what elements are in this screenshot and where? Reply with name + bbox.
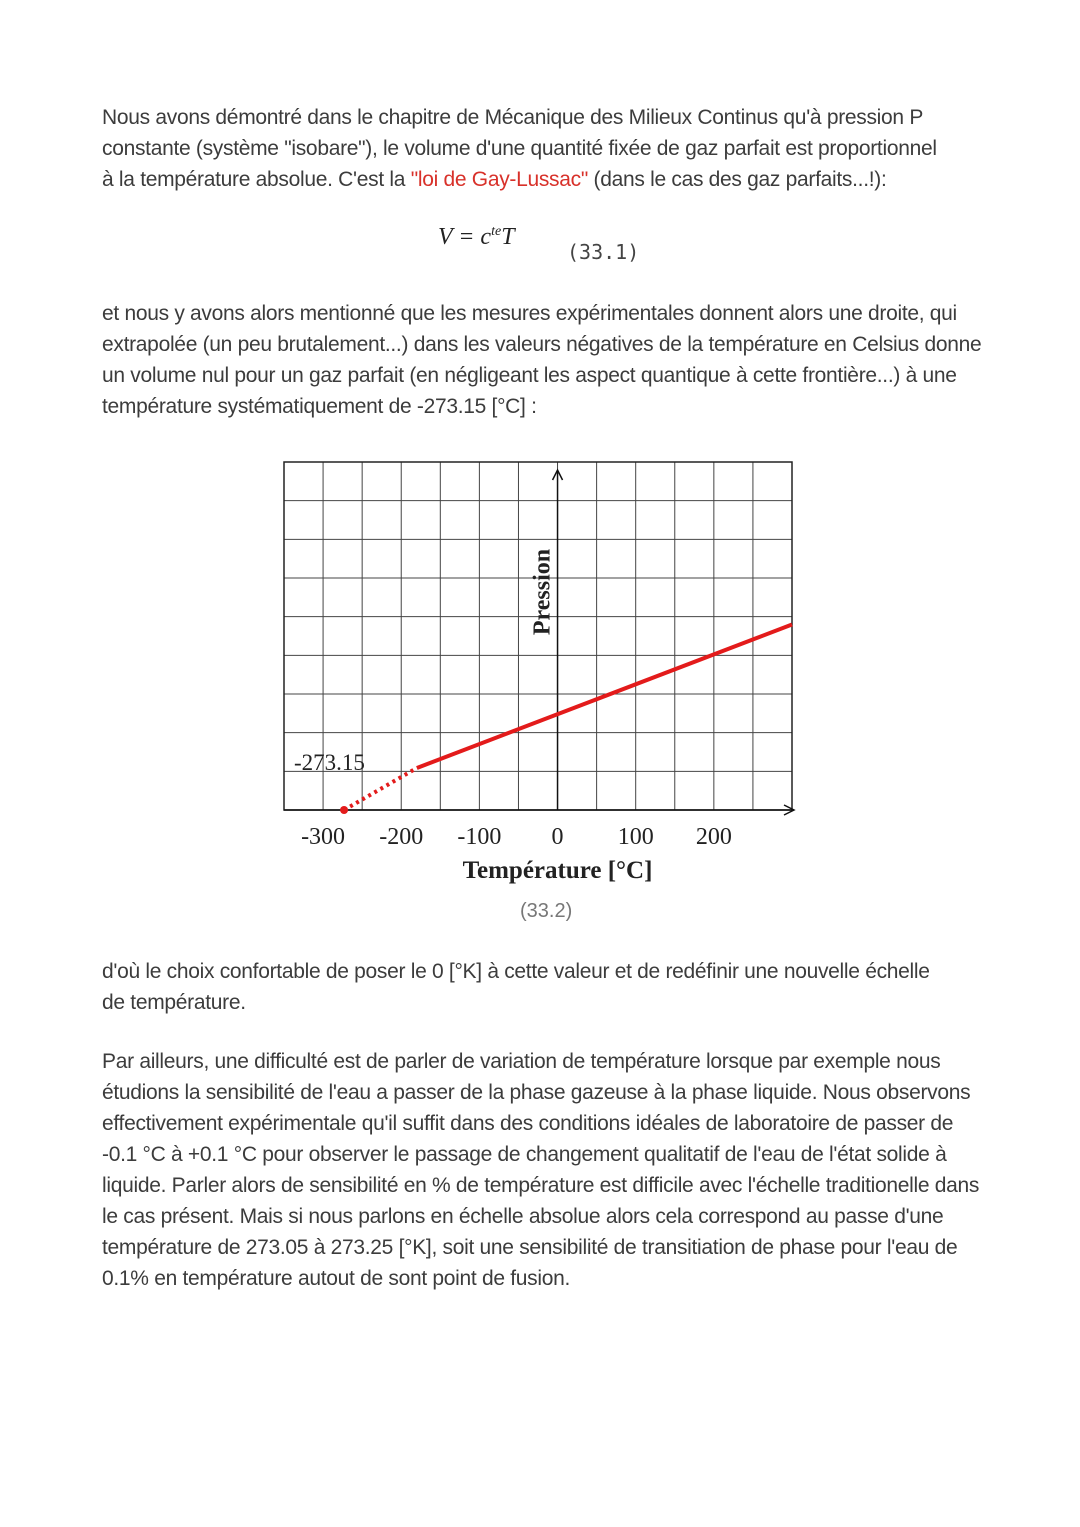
equation-number: (33.1) (567, 240, 640, 264)
equation-superscript: te (491, 224, 502, 239)
extrapolation-paragraph: et nous y avons alors mentionné que les mesures expérimentales donnent alors une droite, qui extrapolée (un peu brutalement...) dans les valeurs négatives de la température en Celsius donne un volume nul pour un gaz parfait (en négligeant les aspect quantique à cette frontière...) à une température systématiquement de -273.15 [°C] : (102, 302, 982, 418)
x-tick-label: 200 (695, 824, 732, 850)
equation-33-1 (438, 224, 515, 251)
equation-lhs: V = c (438, 224, 492, 250)
intro-paragraph (102, 102, 942, 195)
gay-lussac-link[interactable]: "loi de Gay-Lussac" (410, 168, 588, 191)
intro-text-before: Nous avons démontré dans le chapitre de Mécanique des Milieux Continus qu'à pression P constante (système "isobare"), le volume d'une quantité fixée de gaz parfait est proportionnel à la température absolue. C'est la (102, 106, 937, 191)
intro-text-after: (dans le cas des gaz parfaits...!): (587, 168, 887, 191)
y-axis-label: Pression (529, 548, 556, 636)
absolute-zero-paragraph: d'où le choix confortable de poser le 0 [°K] à cette valeur et de redéfinir une nouvelle échelle de température. (102, 960, 930, 1014)
absolute-zero-point (340, 806, 348, 814)
x-tick-label: -100 (457, 824, 502, 850)
x-tick-label: 0 (551, 824, 564, 850)
measurement-line (417, 625, 792, 769)
x-tick-label: 100 (617, 824, 654, 850)
figure-number: (33.2) (520, 900, 573, 922)
x-tick-label: -300 (301, 824, 346, 850)
equation-rhs: T (501, 224, 515, 250)
annotation-label: -273.15 (294, 750, 365, 775)
x-tick-label: -200 (379, 824, 424, 850)
x-axis-label: Température [°C] (462, 857, 653, 884)
gay-lussac-chart (262, 448, 822, 888)
sensitivity-paragraph: Par ailleurs, une difficulté est de parler de variation de température lorsque par exemple nous étudions la sensibilité de l'eau a passer de la phase gazeuse à la phase liquide. Nous observons effectivement expérimentale qu'il suffit dans des conditions idéales de laboratoire de passer de -0.1 °C à +0.1 °C pour observer le passage de changement qualitatif de l'eau de l'état solide à liquide. Parler alors de sensibilité en % de température est difficile avec l'échelle traditionelle dans le cas présent. Mais si nous parlons en échelle absolue alors cela correspond au passe d'une température de 273.05 à 273.25 [°K], soit une sensibilité de transitiation de phase pour l'eau de 0.1% en température autout de sont point de fusion. (102, 1050, 980, 1290)
